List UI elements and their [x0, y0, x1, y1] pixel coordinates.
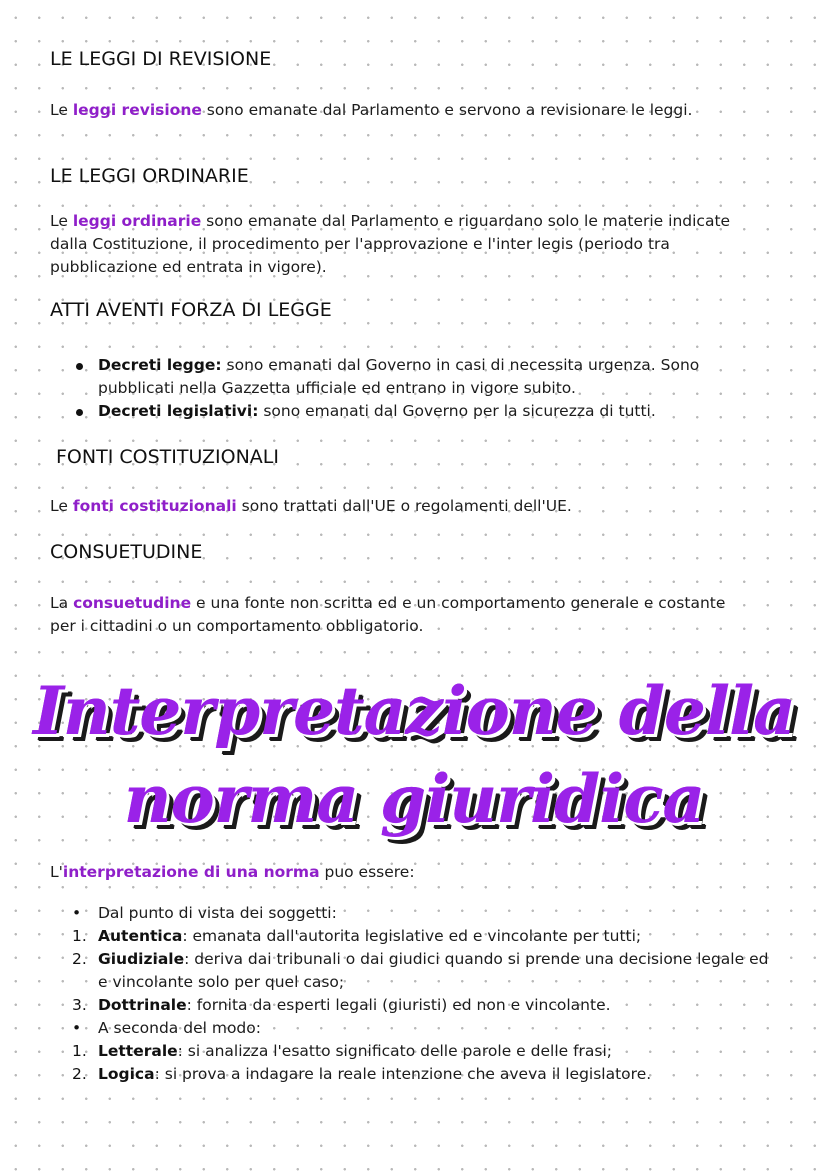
list-item: • Dal punto di vista dei soggetti: — [50, 902, 770, 925]
highlight-interpretazione: interpretazione di una norma — [62, 863, 320, 881]
highlight-leggi-revisione: leggi revisione — [72, 101, 202, 119]
list-marker: 2. — [72, 1065, 87, 1083]
list-marker: 3. — [72, 996, 87, 1014]
paragraph-leggi-ordinarie: Le leggi ordinarie sono emanate dal Parlamento e riguardano solo le materie indicate dalla Costituzione, il procedimento per l'approvazione e l'inter legis (periodo tra pubblicazione ed entrata in vigore). — [50, 212, 731, 276]
heading-leggi-ordinarie: LE LEGGI ORDINARIE — [50, 165, 249, 187]
list-atti-aventi-forza — [50, 354, 770, 423]
heading-fonti-costituzionali: FONTI COSTITUZIONALI — [56, 446, 279, 468]
list-item: • A seconda del modo: — [50, 1017, 770, 1040]
paragraph-fonti-costituzionali: Le fonti costituzionali sono trattati dall'UE o regolamenti dell'UE. — [50, 497, 572, 515]
list-item: 1. Autentica: emanata dall'autorita legislative ed e vincolante per tutti; — [50, 925, 770, 948]
list-item: Decreti legge: sono emanati dal Governo in casi di necessita urgenza. Sono pubblicati nella Gazzetta ufficiale ed entrano in vigore subito. — [50, 354, 770, 400]
list-item: 1. Letterale: si analizza l'esatto significato delle parole e delle frasi; — [50, 1040, 770, 1063]
list-marker: 2. — [72, 950, 87, 968]
list-item: 3. Dottrinale: fornita da esperti legali (giuristi) ed non e vincolante. — [50, 994, 770, 1017]
highlight-fonti-costituzionali: fonti costituzionali — [72, 497, 237, 515]
highlight-leggi-ordinarie: leggi ordinarie — [72, 212, 202, 230]
title-line-1: Interpretazione della — [0, 678, 828, 744]
list-marker: • — [72, 904, 82, 922]
list-interpretazione — [50, 902, 770, 1086]
paragraph-consuetudine: La consuetudine e una fonte non scritta ed e un comportamento generale e costante per i cittadini o un comportamento obbligatorio. — [50, 594, 726, 635]
list-item: 2. Giudiziale: deriva dai tribunali o dai giudici quando si prende una decisione legale ed e vincolante solo per quel caso; — [72, 950, 769, 991]
paragraph-leggi-revisione: Le leggi revisione sono emanate dal Parlamento e servono a revisionare le leggi. — [50, 101, 693, 119]
list-marker: 1. — [72, 1042, 87, 1060]
bullet-icon — [76, 409, 83, 416]
heading-leggi-revisione: LE LEGGI DI REVISIONE — [50, 48, 272, 70]
heading-atti-aventi-forza: ATTI AVENTI FORZA DI LEGGE — [50, 299, 332, 321]
paragraph-interpretazione: L'interpretazione di una norma puo essere: — [50, 863, 415, 881]
bullet-icon — [76, 363, 83, 370]
highlight-consuetudine: consuetudine — [73, 594, 192, 612]
list-marker: 1. — [72, 927, 87, 945]
title-line-2: norma giuridica — [0, 766, 828, 832]
heading-consuetudine: CONSUETUDINE — [50, 541, 203, 563]
list-item: Decreti legislativi: sono emanati dal Governo per la sicurezza di tutti. — [50, 400, 770, 423]
list-item: 2. Logica: si prova a indagare la reale intenzione che aveva il legislatore. — [50, 1063, 770, 1086]
list-marker: • — [72, 1019, 82, 1037]
